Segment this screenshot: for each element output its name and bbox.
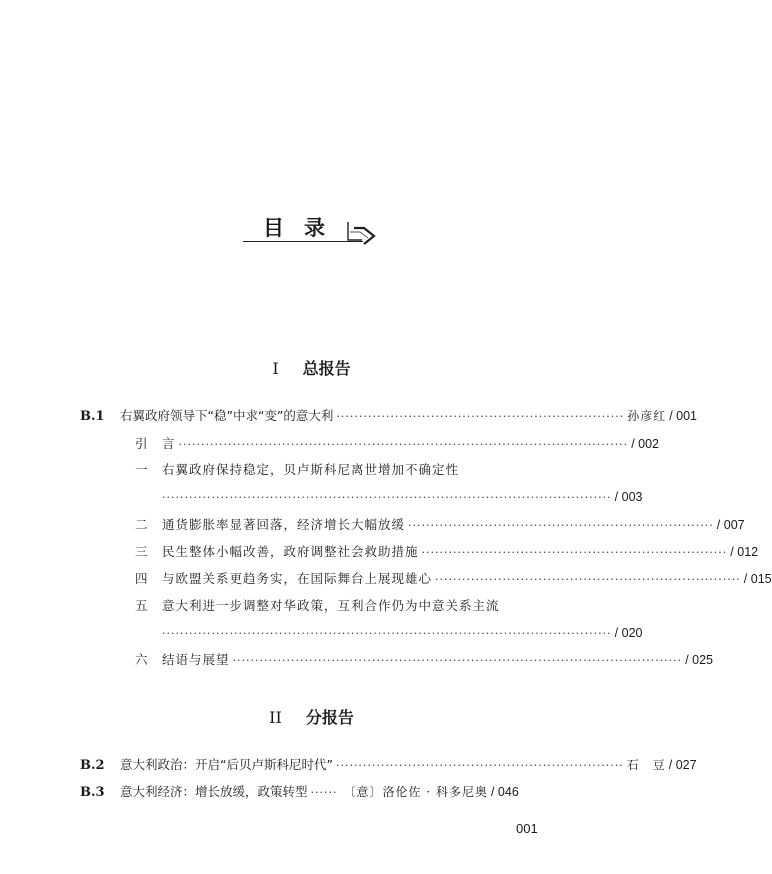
leader-dots: ···································································································· <box>178 438 629 451</box>
entry-page: / 002 <box>631 437 659 451</box>
toc-entry-b1[interactable] <box>80 407 698 425</box>
entry-page: / 001 <box>669 409 698 423</box>
leader-dots: ···································································· <box>421 546 728 559</box>
section-heading-2 <box>0 705 623 728</box>
entry-marker: 三 <box>135 544 148 559</box>
entry-page: / 007 <box>716 518 745 532</box>
toc-entry-b3[interactable] <box>80 783 542 801</box>
entry-page: / 027 <box>668 758 697 772</box>
leader-dots: ······ <box>310 786 338 799</box>
page-title <box>243 210 383 244</box>
entry-title: 民生整体小幅改善，政府调整社会救助措施 <box>162 544 419 559</box>
toc-entry-s2[interactable] <box>135 516 745 534</box>
entry-page: / 012 <box>730 545 759 559</box>
entry-marker: 六 <box>135 652 148 667</box>
corner-arrow-icon <box>346 218 380 244</box>
entry-number: B.1 <box>80 409 105 424</box>
page-number: 001 <box>516 821 538 836</box>
entry-author: 石 豆 <box>626 758 666 772</box>
entry-title: 右翼政府领导下“稳”中求“变”的意大利 <box>120 408 334 423</box>
page-title-text: 目录 <box>263 215 345 240</box>
leader-dots: ···································································································· <box>232 654 683 667</box>
leader-dots: ································································ <box>335 759 624 772</box>
entry-marker: 五 <box>135 598 148 613</box>
entry-number: B.3 <box>80 785 105 800</box>
toc-entry-intro[interactable] <box>135 435 659 453</box>
leader-dots: ···································································································· <box>162 491 612 504</box>
toc-entry-s5-leader <box>162 624 643 642</box>
entry-page: / 046 <box>490 785 519 799</box>
section-title: 分报告 <box>305 708 354 727</box>
section-heading-1 <box>0 356 623 379</box>
entry-page: / 003 <box>614 490 643 504</box>
section-numeral: I <box>272 359 279 378</box>
section-numeral: II <box>269 708 282 727</box>
toc-entry-s6[interactable] <box>135 651 713 669</box>
leader-dots: ···································································· <box>408 519 714 532</box>
entry-title: 通货膨胀率显著回落，经济增长大幅放缓 <box>162 517 406 532</box>
entry-marker: 一 <box>135 462 148 477</box>
entry-title: 右翼政府保持稳定，贝卢斯科尼离世增加不确定性 <box>162 462 460 477</box>
entry-page: / 025 <box>685 653 713 667</box>
entry-page: / 020 <box>614 626 643 640</box>
leader-dots: ···································································· <box>435 573 741 586</box>
entry-marker: 四 <box>135 571 148 586</box>
entry-number: B.2 <box>80 758 105 773</box>
entry-title: 与欧盟关系更趋务实，在国际舞台上展现雄心 <box>162 571 433 586</box>
toc-entry-s1[interactable] <box>135 461 542 479</box>
entry-author: 孙彦红 <box>627 409 667 423</box>
leader-dots: ···································································································· <box>162 627 612 640</box>
entry-title: 意大利经济：增长放缓，政策转型 <box>120 784 308 799</box>
entry-title: 意大利政治：开启“后贝卢斯科尼时代” <box>120 757 333 772</box>
toc-entry-s3[interactable] <box>135 543 759 561</box>
leader-dots: ································································ <box>336 410 625 423</box>
entry-title: 意大利进一步调整对华政策，互利合作仍为中意关系主流 <box>162 598 500 613</box>
toc-entry-s1-leader <box>162 488 643 506</box>
entry-title: 言 <box>162 436 176 451</box>
title-underline <box>243 241 363 242</box>
entry-title: 结语与展望 <box>162 652 230 667</box>
entry-page: / 015 <box>743 572 772 586</box>
section-title: 总报告 <box>302 359 351 378</box>
entry-marker: 引 <box>135 436 148 451</box>
entry-marker: 二 <box>135 517 148 532</box>
toc-entry-s4[interactable] <box>135 570 772 588</box>
toc-entry-s5[interactable] <box>135 597 542 615</box>
toc-entry-b2[interactable] <box>80 756 697 774</box>
entry-author: 〔意〕洛伦佐 · 科多尼奥 <box>343 785 488 799</box>
